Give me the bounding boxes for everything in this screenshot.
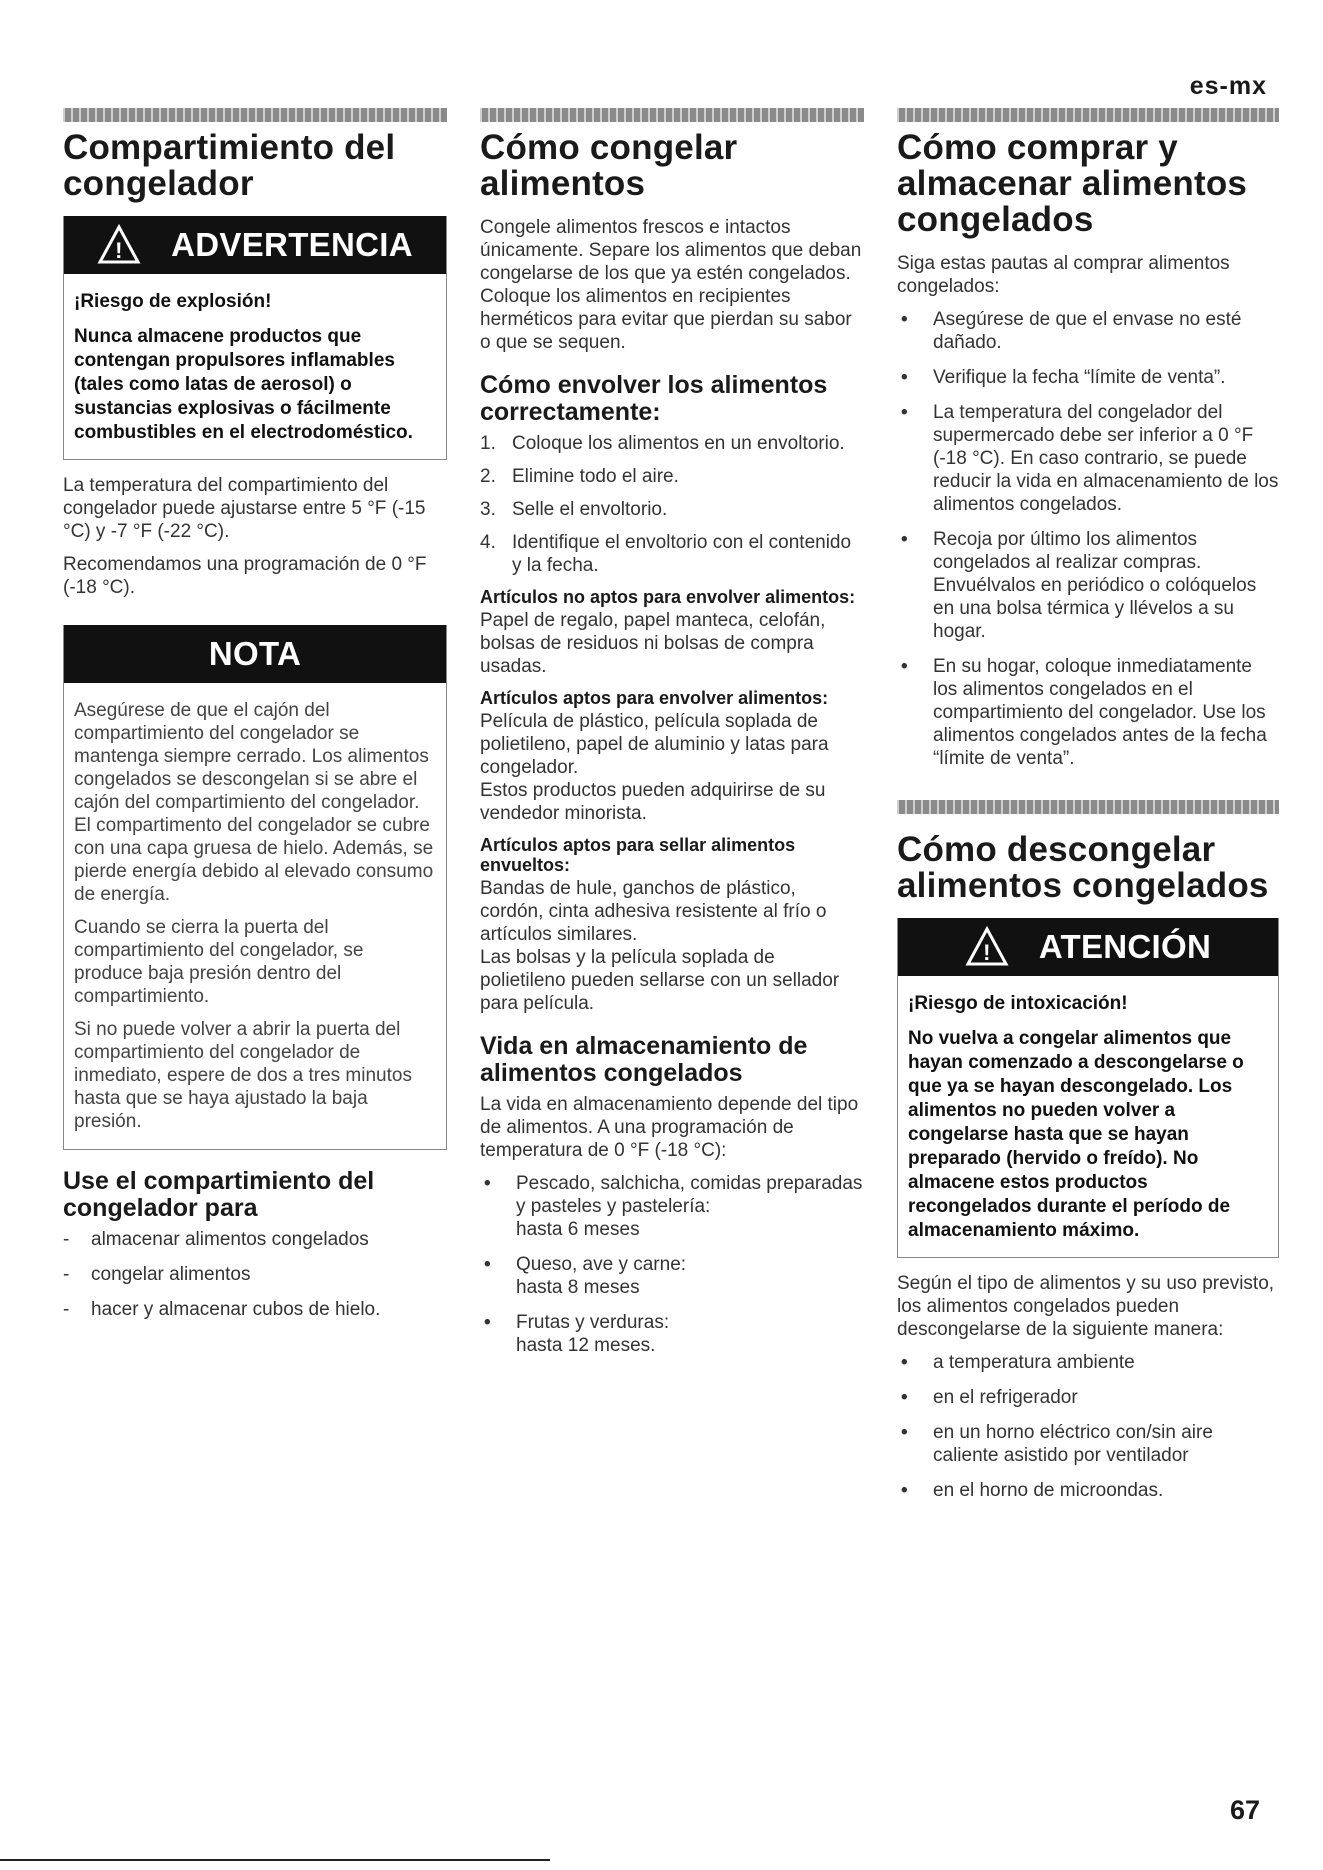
note-paragraph: Si no puede volver a abrir la puerta del compartimiento del congelador de inmediato, espere de dos a tres minutos hasta que se haya ajustado la baja presión. <box>74 1019 412 1132</box>
intro-text: Siga estas pautas al comprar alimentos congelados: <box>897 253 1230 297</box>
recommended-setting-text: Recomendamos una programación de 0 °F (-18 °C). <box>63 554 427 598</box>
buying-list <box>897 308 1279 770</box>
section-rule <box>897 800 1279 814</box>
column-freezer-compartment <box>63 108 447 1333</box>
list-item: 1. Coloque los alimentos en un envoltorio. <box>480 433 845 454</box>
storage-life-list <box>480 1172 864 1357</box>
seal-text-2: Las bolsas y la película soplada de polietileno pueden sellarse con un sellador para película. <box>480 947 840 1014</box>
bottom-rule <box>0 1859 550 1861</box>
list-item: - almacenar alimentos congelados <box>63 1229 369 1250</box>
use-title: Use el compartimiento del congelador para <box>63 1167 375 1222</box>
thaw-intro: Según el tipo de alimentos y su uso previsto, los alimentos congelados pueden descongelarse de la siguiente manera: <box>897 1273 1275 1340</box>
warning-header <box>64 216 446 274</box>
note-paragraph: Cuando se cierra la puerta del compartimiento del congelador, se produce baja presión dentro del compartimiento. <box>74 917 364 1007</box>
storage-life-intro: La vida en almacenamiento depende del tipo de alimentos. A una programación de temperatura de 0 °F (-18 °C): <box>480 1094 859 1161</box>
warning-triangle-icon <box>965 925 1009 969</box>
list-item: - congelar alimentos <box>63 1264 251 1285</box>
temperature-range-text: La temperatura del compartimiento del congelador puede ajustarse entre 5 °F (-15 °C) y -7 °F (-22 °C). <box>63 475 426 542</box>
list-item: • Pescado, salchicha, comidas preparadas y pasteles y pastelería: hasta 6 meses <box>484 1173 863 1240</box>
caution-header <box>898 918 1278 976</box>
warning-risk: ¡Riesgo de explosión! <box>74 291 272 312</box>
not-suitable-title: Artículos no aptos para envolver alimentos: <box>480 587 856 607</box>
section-title: Cómo comprar y almacenar alimentos congelados <box>897 128 1248 239</box>
list-item: • Verifique la fecha “límite de venta”. <box>901 367 1226 388</box>
not-suitable-text: Papel de regalo, papel manteca, celofán, bolsas de residuos ni bolsas de compra usadas. <box>480 610 826 677</box>
seal-title: Artículos aptos para sellar alimentos envueltos: <box>480 835 796 875</box>
caution-label: ATENCIÓN <box>1038 928 1212 965</box>
use-list <box>63 1228 447 1321</box>
svg-text:!: ! <box>983 940 991 965</box>
wrap-title: Cómo envolver los alimentos correctamente: <box>480 371 828 426</box>
section-rule <box>63 108 447 122</box>
svg-text:!: ! <box>115 238 123 263</box>
list-item: • Queso, ave y carne: hasta 8 meses <box>484 1254 687 1298</box>
note-label: NOTA <box>208 635 302 672</box>
column-buy-and-thaw <box>897 108 1279 1514</box>
column-how-to-freeze <box>480 108 864 1369</box>
note-paragraph: Asegúrese de que el cajón del compartimiento del congelador se mantenga siempre cerrado. Los alimentos congelados se descongelan si se abre el cajón del compartimiento del congelador. El compartimento del congelador se cubre con una capa gruesa de hielo. Además, se pierde energía debido al elevado consumo de energía. <box>74 700 434 905</box>
intro-text: Congele alimentos frescos e intactos únicamente. Separe los alimentos que deban congelarse de los que ya estén congelados. Coloque los alimentos en recipientes herméticos para evitar que pierdan su sabor o que se sequen. <box>480 217 862 353</box>
section-rule <box>897 108 1279 122</box>
warning-text: Nunca almacene productos que contengan propulsores inflamables (tales como latas de aerosol) o sustancias explosivas o fácilmente combustibles en el electrodoméstico. <box>74 326 413 443</box>
list-item: • en el horno de microondas. <box>901 1480 1164 1501</box>
list-item: 2. Elimine todo el aire. <box>480 466 679 487</box>
list-item: • En su hogar, coloque inmediatamente los alimentos congelados en el compartimiento del congelador. Use los alimentos congelados antes de la fecha “límite de venta”. <box>901 656 1267 769</box>
note-header <box>64 625 446 683</box>
section-rule <box>480 108 864 122</box>
list-item: • en un horno eléctrico con/sin aire caliente asistido por ventilador <box>901 1422 1213 1466</box>
suitable-text: Película de plástico, película soplada de polietileno, papel de aluminio y latas para congelador. <box>480 711 829 778</box>
section-title: Cómo congelar alimentos <box>480 128 738 203</box>
thaw-list <box>897 1351 1279 1502</box>
list-item: • La temperatura del congelador del supermercado debe ser inferior a 0 °F (-18 °C). En caso contrario, se puede reducir la vida en almacenamiento de los alimentos congelados. <box>901 402 1279 515</box>
seal-text: Bandas de hule, ganchos de plástico, cordón, cinta adhesiva resistente al frío o artículos similares. <box>480 878 827 945</box>
list-item: - hacer y almacenar cubos de hielo. <box>63 1299 381 1320</box>
warning-label: ADVERTENCIA <box>171 226 413 263</box>
wrap-steps <box>480 432 864 577</box>
list-item: 4. Identifique el envoltorio con el contenido y la fecha. <box>480 532 852 576</box>
caution-body <box>898 976 1278 1257</box>
suitable-text-2: Estos productos pueden adquirirse de su vendedor minorista. <box>480 780 826 824</box>
warning-triangle-icon <box>97 223 141 267</box>
list-item: • Frutas y verduras: hasta 12 meses. <box>484 1312 670 1356</box>
list-item: • Recoja por último los alimentos congelados al realizar compras. Envuélvalos en periódico o colóquelos en una bolsa térmica y llévelos a su hogar. <box>901 529 1257 642</box>
thaw-title: Cómo descongelar alimentos congelados <box>897 830 1269 905</box>
list-item: • en el refrigerador <box>901 1387 1078 1408</box>
caution-box <box>897 918 1279 1258</box>
warning-box <box>63 216 447 460</box>
caution-risk: ¡Riesgo de intoxicación! <box>908 993 1128 1014</box>
suitable-title: Artículos aptos para envolver alimentos: <box>480 688 829 708</box>
list-item: • a temperatura ambiente <box>901 1352 1135 1373</box>
warning-body <box>64 274 446 459</box>
list-item: • Asegúrese de que el envase no esté dañado. <box>901 309 1242 353</box>
page-number: 67 <box>1229 1795 1260 1825</box>
section-title: Compartimiento del congelador <box>63 128 396 203</box>
list-item: 3. Selle el envoltorio. <box>480 499 668 520</box>
caution-text: No vuelva a congelar alimentos que hayan comenzado a descongelarse o que ya se hayan descongelado. Los alimentos no pueden volver a congelarse hasta que se hayan preparado (hervido o freído). No almacene estos productos recongelados durante el período de almacenamiento máximo. <box>908 1028 1244 1241</box>
language-code: es-mx <box>1189 72 1267 100</box>
note-box <box>63 625 447 1150</box>
storage-life-title: Vida en almacenamiento de alimentos congelados <box>480 1032 808 1087</box>
note-body <box>64 683 446 1149</box>
